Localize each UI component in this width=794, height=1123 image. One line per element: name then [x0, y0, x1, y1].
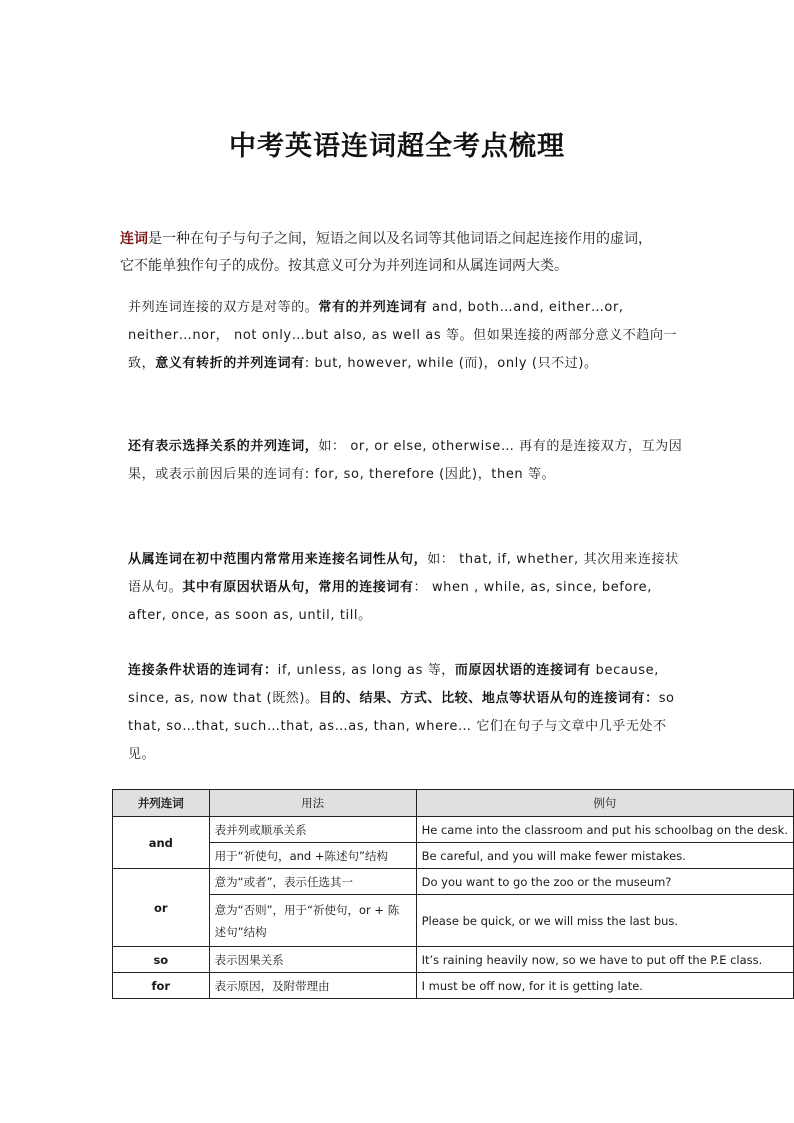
header-example: 例句 [416, 790, 793, 817]
table-row [113, 947, 794, 973]
table-row [113, 869, 794, 895]
paragraph-conditional [128, 657, 688, 769]
example-cell: Do you want to go the zoo or the museum? [416, 869, 793, 895]
text-run: : but, however, while (而)，only (只不过)。 [304, 356, 598, 371]
header-usage: 用法 [209, 790, 416, 817]
emphasis-text: 常有的并列连词有 [318, 300, 428, 315]
usage-cell: 表示原因，及附带理由 [209, 973, 416, 999]
text-run: if, unless, as long as 等， [277, 663, 455, 678]
table-row [113, 973, 794, 999]
emphasis-text: 意义有转折的并列连词有 [155, 356, 305, 371]
paragraph-subordinating [128, 546, 688, 630]
text-run: and, both…and, either…or, neither…nor， not only…but also, as well as 等。但如果连接的两部分意义不趋向一致， [128, 300, 678, 371]
text-run: so that, so…that, such…that, as…as, than, where… 它们在句子与文章中几乎无处不见。 [128, 691, 675, 762]
emphasis-text: 连接条件状语的连词有： [128, 663, 278, 678]
example-cell: I must be off now, for it is getting late. [416, 973, 793, 999]
table-header-row [113, 790, 794, 817]
table-row [113, 895, 794, 947]
conjunction-cell: and [113, 817, 210, 869]
usage-cell: 表示因果关系 [209, 947, 416, 973]
intro-text-line2: 它不能单独作句子的成份。按其意义可分为并列连词和从属连词两大类。 [120, 258, 568, 274]
example-cell: Be careful, and you will make fewer mistakes. [416, 843, 793, 869]
emphasis-text: 从属连词在初中范围内常常用来连接名词性从句， [128, 552, 428, 567]
emphasis-text: 目的、结果、方式、比较、地点等状语从句的连接词有： [318, 691, 659, 706]
example-cell: Please be quick, or we will miss the last bus. [416, 895, 793, 947]
intro-keyword: 连词 [120, 231, 148, 247]
intro-paragraph [120, 226, 700, 280]
paragraph-coordinating [128, 294, 688, 378]
emphasis-text: 其中有原因状语从句，常用的连接词有 [182, 580, 414, 595]
table-row [113, 817, 794, 843]
conjunction-cell: so [113, 947, 210, 973]
emphasis-text: 而原因状语的连接词有 [454, 663, 591, 678]
text-run: because, since, as, now that (既然)。 [128, 663, 659, 706]
conjunction-table [112, 789, 794, 999]
usage-cell: 意为“或者”，表示任选其一 [209, 869, 416, 895]
example-cell: It’s raining heavily now, so we have to put off the P.E class. [416, 947, 793, 973]
text-run: 并列连词连接的双方是对等的。 [128, 300, 319, 315]
text-run: 如： or, or else, otherwise… 再有的是连接双方，互为因果，或表示前因后果的连词有: for, so, therefore (因此)，then 等。 [128, 439, 683, 482]
text-run: ： when , while, as, since, before, after, once, as soon as, until, till。 [128, 580, 653, 623]
intro-text: 是一种在句子与句子之间，短语之间以及名词等其他词语之间起连接作用的虚词， [148, 231, 652, 247]
emphasis-text: 还有表示选择关系的并列连词， [128, 439, 319, 454]
usage-cell: 用于“祈使句，and +陈述句”结构 [209, 843, 416, 869]
header-conjunction: 并列连词 [113, 790, 210, 817]
text-run: 如： that, if, whether, 其次用来连接状语从句。 [128, 552, 679, 595]
usage-cell: 表并列或顺承关系 [209, 817, 416, 843]
paragraph-choice [128, 433, 688, 489]
conjunction-cell: for [113, 973, 210, 999]
usage-cell: 意为“否则”，用于“祈使句，or + 陈述句”结构 [209, 895, 416, 947]
table-row [113, 843, 794, 869]
example-cell: He came into the classroom and put his schoolbag on the desk. [416, 817, 793, 843]
conjunction-cell: or [113, 869, 210, 947]
document-title: 中考英语连词超全考点梳理 [229, 131, 565, 162]
